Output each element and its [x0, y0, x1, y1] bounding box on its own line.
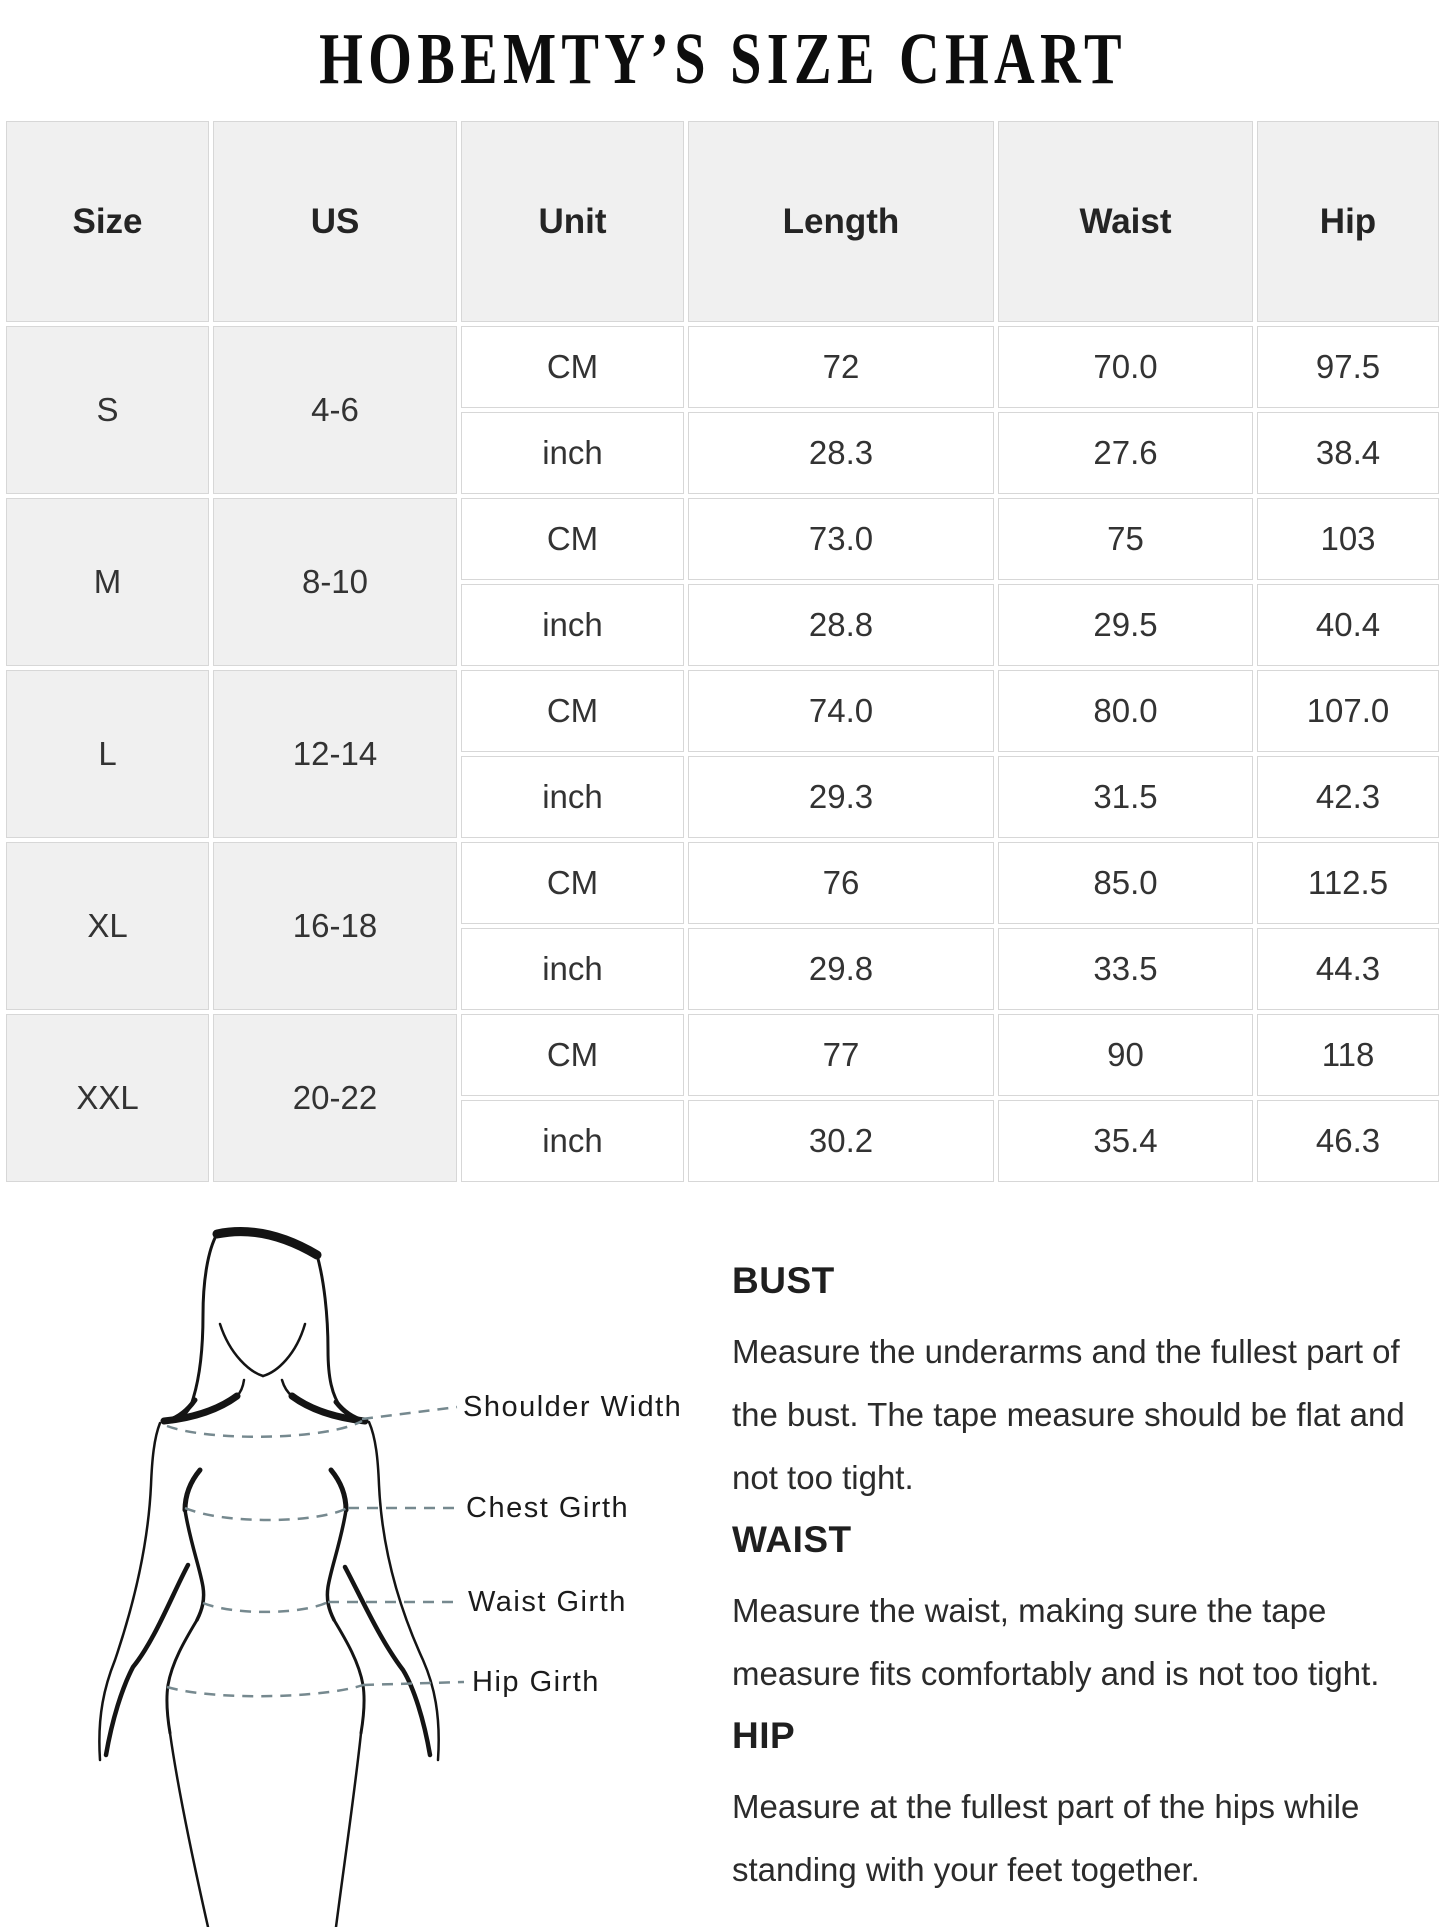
column-header-us: US	[213, 121, 457, 322]
length-cell: 76	[688, 842, 994, 924]
size-cell: L	[6, 670, 209, 838]
us-cell: 4-6	[213, 326, 457, 494]
length-cell: 29.8	[688, 928, 994, 1010]
unit-cell: CM	[461, 498, 684, 580]
guide-line: Measure at the fullest part of the hips while	[732, 1788, 1360, 1825]
unit-cell: inch	[461, 1100, 684, 1182]
length-cell: 77	[688, 1014, 994, 1096]
hip-cell: 112.5	[1257, 842, 1439, 924]
waist-cell: 90	[998, 1014, 1253, 1096]
waist-cell: 27.6	[998, 412, 1253, 494]
table-row	[6, 670, 1439, 752]
length-cell: 28.3	[688, 412, 994, 494]
waist-cell: 35.4	[998, 1100, 1253, 1182]
length-cell: 74.0	[688, 670, 994, 752]
length-cell: 29.3	[688, 756, 994, 838]
column-header-waist: Waist	[998, 121, 1253, 322]
unit-cell: inch	[461, 412, 684, 494]
female-silhouette	[99, 1232, 438, 1927]
size-cell: XXL	[6, 1014, 209, 1182]
hip-cell: 42.3	[1257, 756, 1439, 838]
hip-cell: 107.0	[1257, 670, 1439, 752]
guide-line: not too tight.	[732, 1459, 914, 1496]
table-row	[6, 326, 1439, 408]
waist-cell: 31.5	[998, 756, 1253, 838]
guide-line: standing with your feet together.	[732, 1851, 1200, 1888]
waist-cell: 80.0	[998, 670, 1253, 752]
hip-cell: 97.5	[1257, 326, 1439, 408]
hip-cell: 103	[1257, 498, 1439, 580]
hip-girth-label: Hip Girth	[472, 1666, 600, 1698]
column-header-length: Length	[688, 121, 994, 322]
length-cell: 28.8	[688, 584, 994, 666]
size-cell: M	[6, 498, 209, 666]
table-header-row	[6, 121, 1439, 322]
unit-cell: CM	[461, 842, 684, 924]
us-cell: 8-10	[213, 498, 457, 666]
guide-line: Measure the underarms and the fullest part of	[732, 1333, 1400, 1370]
unit-cell: CM	[461, 326, 684, 408]
us-cell: 16-18	[213, 842, 457, 1010]
waist-cell: 75	[998, 498, 1253, 580]
guide-line: measure fits comfortably and is not too tight.	[732, 1655, 1380, 1692]
size-cell: S	[6, 326, 209, 494]
measure-guide	[732, 1240, 1444, 1901]
us-cell: 20-22	[213, 1014, 457, 1182]
chest-girth-label: Chest Girth	[466, 1492, 630, 1524]
waist-cell: 29.5	[998, 584, 1253, 666]
length-cell: 72	[688, 326, 994, 408]
table-row	[6, 1014, 1439, 1096]
unit-cell: CM	[461, 670, 684, 752]
guide-line: Measure the waist, making sure the tape	[732, 1592, 1327, 1629]
unit-cell: inch	[461, 756, 684, 838]
guide-line: the bust. The tape measure should be flat and	[732, 1396, 1405, 1433]
us-cell: 12-14	[213, 670, 457, 838]
hip-cell: 44.3	[1257, 928, 1439, 1010]
hip-cell: 118	[1257, 1014, 1439, 1096]
waist-cell: 85.0	[998, 842, 1253, 924]
column-header-hip: Hip	[1257, 121, 1439, 322]
guide-heading: BUST	[732, 1260, 835, 1301]
unit-cell: inch	[461, 584, 684, 666]
title-bar	[0, 0, 1445, 117]
hip-leader-line	[363, 1682, 464, 1685]
size-cell: XL	[6, 842, 209, 1010]
hip-cell: 46.3	[1257, 1100, 1439, 1182]
length-cell: 30.2	[688, 1100, 994, 1182]
unit-cell: CM	[461, 1014, 684, 1096]
waist-girth-label: Waist Girth	[468, 1586, 627, 1618]
column-header-unit: Unit	[461, 121, 684, 322]
length-cell: 73.0	[688, 498, 994, 580]
body-measurement-diagram	[60, 1220, 700, 1927]
table-row	[6, 842, 1439, 924]
column-header-size: Size	[6, 121, 209, 322]
unit-cell: inch	[461, 928, 684, 1010]
size-chart-table	[2, 117, 1443, 1186]
hip-cell: 38.4	[1257, 412, 1439, 494]
page-title: HOBEMTY’S SIZE CHART	[318, 17, 1127, 99]
waist-cell: 33.5	[998, 928, 1253, 1010]
size-table-body	[6, 326, 1439, 1182]
table-row	[6, 498, 1439, 580]
hip-cell: 40.4	[1257, 584, 1439, 666]
waist-cell: 70.0	[998, 326, 1253, 408]
guide-heading: WAIST	[732, 1519, 852, 1560]
guide-heading: HIP	[732, 1715, 796, 1756]
shoulder-width-label: Shoulder Width	[463, 1391, 683, 1423]
shoulder-leader-line	[362, 1407, 457, 1419]
